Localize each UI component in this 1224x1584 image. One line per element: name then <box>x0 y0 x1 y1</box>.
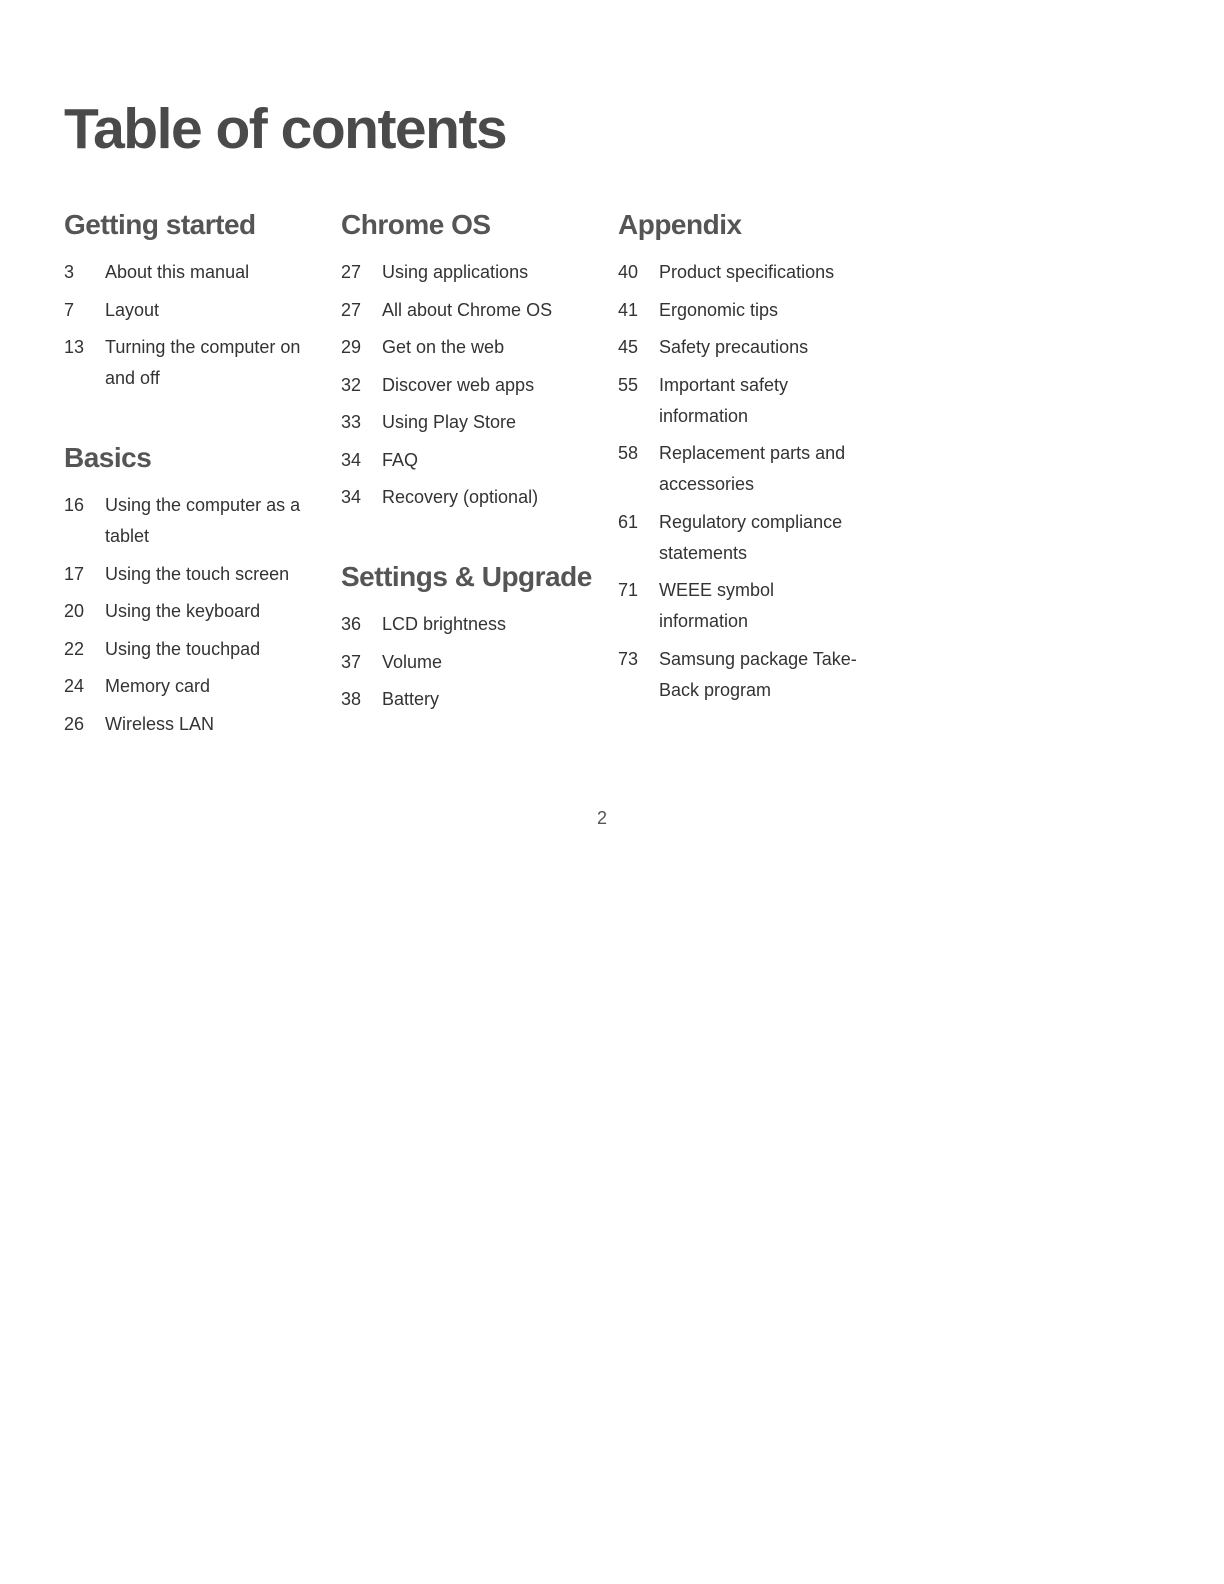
toc-page-number: 26 <box>64 713 85 734</box>
toc-entry[interactable] <box>341 445 603 476</box>
toc-page-number: 24 <box>64 676 85 696</box>
toc-entry-title: Recovery (optional) <box>382 487 539 507</box>
toc-page-number: 38 <box>341 689 362 709</box>
toc-page-number: 61 <box>618 511 639 532</box>
toc-entry[interactable] <box>341 684 603 715</box>
section-settings-upgrade <box>341 559 603 715</box>
toc-entry-title: Turning the computer on and off <box>105 337 301 388</box>
toc-entry-title: About this manual <box>105 262 250 282</box>
toc-entry-title: Using the touchpad <box>105 638 261 659</box>
toc-entry[interactable] <box>64 257 326 288</box>
toc-entry-title: Regulatory compliance statements <box>659 511 843 563</box>
toc-entry[interactable] <box>341 407 603 438</box>
toc-page-number: 3 <box>64 262 75 282</box>
toc-page-number: 55 <box>618 374 639 395</box>
section-heading: Settings & Upgrade <box>341 561 592 592</box>
toc-page-number: 34 <box>341 487 362 507</box>
toc-entry-title: Using the keyboard <box>105 601 261 621</box>
toc-list <box>64 490 326 740</box>
toc-entry-title: Battery <box>382 689 440 709</box>
toc-page-number: 7 <box>64 299 75 320</box>
toc-entry-title: Safety precautions <box>659 337 809 357</box>
section-appendix <box>618 207 868 706</box>
toc-entry[interactable] <box>341 370 603 401</box>
toc-entry-title: Using Play Store <box>382 412 517 432</box>
toc-entry[interactable] <box>341 295 603 326</box>
toc-page-number: 71 <box>618 580 639 600</box>
section-heading: Appendix <box>618 209 742 240</box>
toc-column-1 <box>64 207 326 786</box>
section-chrome-os <box>341 207 603 513</box>
toc-entry[interactable] <box>64 634 326 665</box>
toc-entry-title: All about Chrome OS <box>382 299 553 320</box>
toc-page-number: 22 <box>64 638 85 659</box>
toc-entry-title: Using applications <box>382 262 529 282</box>
page-number: 2 <box>596 808 607 828</box>
toc-entry-title: Volume <box>382 651 443 672</box>
toc-column-3 <box>618 207 868 752</box>
toc-page-number: 41 <box>618 299 639 320</box>
toc-entry-title: Get on the web <box>382 337 505 357</box>
toc-entry[interactable] <box>64 490 326 552</box>
toc-page-number: 40 <box>618 262 639 282</box>
toc-entry-title: WEEE symbol information <box>659 580 775 631</box>
toc-list <box>341 609 603 715</box>
toc-entry-title: FAQ <box>382 449 419 470</box>
toc-entry[interactable] <box>64 559 326 590</box>
toc-entry-title: Product specifications <box>659 262 835 282</box>
toc-entry[interactable] <box>341 332 603 363</box>
toc-entry-title: Ergonomic tips <box>659 299 779 320</box>
toc-entry[interactable] <box>64 295 326 326</box>
page-title: Table of contents <box>64 97 507 161</box>
toc-entry-title: Important safety information <box>659 374 789 426</box>
toc-list <box>341 257 603 513</box>
toc-column-2 <box>341 207 603 761</box>
toc-entry[interactable] <box>618 575 868 637</box>
toc-page-number: 27 <box>341 299 362 320</box>
toc-entry[interactable] <box>341 609 603 640</box>
toc-page-number: 32 <box>341 374 362 395</box>
toc-page-number: 13 <box>64 337 85 357</box>
section-basics <box>64 440 326 740</box>
toc-entry[interactable] <box>618 295 868 326</box>
toc-page-number: 29 <box>341 337 362 357</box>
toc-page-number: 37 <box>341 651 362 672</box>
toc-page-number: 27 <box>341 262 362 282</box>
toc-entry[interactable] <box>341 647 603 678</box>
toc-page-number: 20 <box>64 601 85 621</box>
toc-page-number: 58 <box>618 443 639 463</box>
toc-entry-title: Samsung package Take-Back program <box>659 648 857 700</box>
toc-entry-title: Wireless LAN <box>105 713 215 734</box>
toc-page-number: 73 <box>618 648 639 669</box>
toc-entry[interactable] <box>64 709 326 740</box>
toc-page-number: 45 <box>618 337 639 357</box>
toc-entry[interactable] <box>618 257 868 288</box>
toc-list <box>618 257 868 706</box>
section-getting-started <box>64 207 326 394</box>
toc-entry-title: Discover web apps <box>382 374 535 395</box>
toc-entry-title: LCD brightness <box>382 614 507 634</box>
toc-entry-title: Layout <box>105 299 160 320</box>
section-heading: Basics <box>64 442 152 473</box>
toc-page-number: 36 <box>341 614 362 634</box>
toc-entry[interactable] <box>64 671 326 702</box>
toc-entry[interactable] <box>618 370 868 432</box>
toc-entry[interactable] <box>64 332 326 394</box>
section-heading: Chrome OS <box>341 209 491 240</box>
toc-entry[interactable] <box>64 596 326 627</box>
toc-entry[interactable] <box>341 257 603 288</box>
toc-page-number: 16 <box>64 495 85 515</box>
toc-entry-title: Using the touch screen <box>105 563 290 584</box>
toc-list <box>64 257 326 394</box>
toc-entry[interactable] <box>618 507 868 569</box>
toc-page-number: 33 <box>341 412 362 432</box>
section-heading: Getting started <box>64 209 256 240</box>
toc-page-number: 34 <box>341 449 362 470</box>
toc-entry[interactable] <box>618 438 868 500</box>
toc-entry-title: Replacement parts and accessories <box>659 443 846 494</box>
toc-entry[interactable] <box>341 482 603 513</box>
toc-page-number: 17 <box>64 563 85 584</box>
toc-entry[interactable] <box>618 644 868 706</box>
toc-entry[interactable] <box>618 332 868 363</box>
toc-entry-title: Using the computer as a tablet <box>105 495 301 546</box>
toc-entry-title: Memory card <box>105 676 211 696</box>
